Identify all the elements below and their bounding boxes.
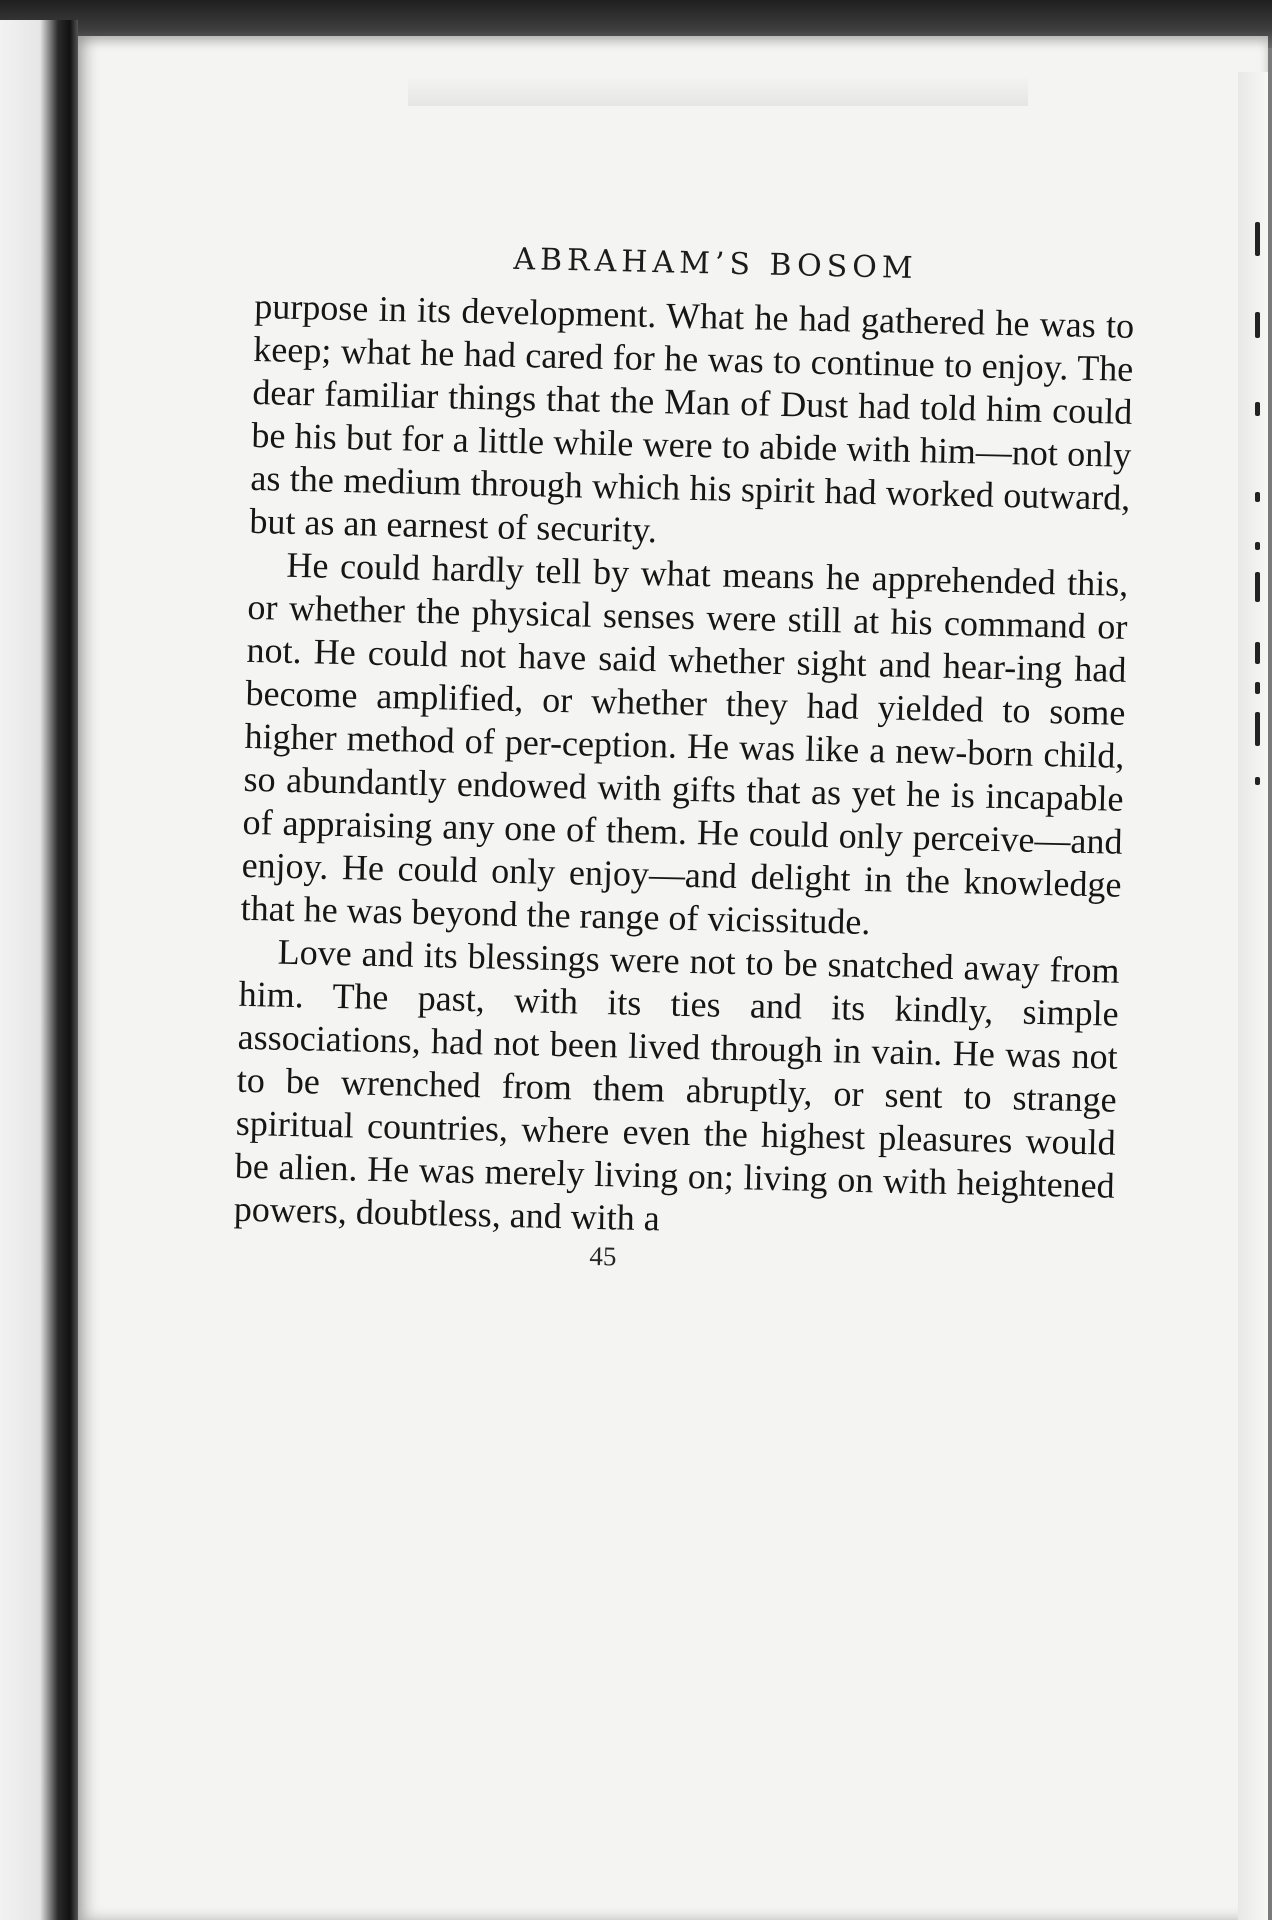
paragraph-3: Love and its blessings were not to be snatched away from him. The past, with its ties and its kindly, simple associations, had not been lived through in vain. He was not to be wrenched from them abruptly, or sent to strange spiritual countries, where even the highest pleasures would be alien. He was merely living on; living on with heightened powers, doubtless, and with a xyxy=(233,931,1121,1239)
page-right-margin xyxy=(1238,72,1268,1920)
margin-mark xyxy=(1255,492,1260,502)
show-through-bleed xyxy=(408,76,1028,106)
margin-mark xyxy=(1255,682,1260,694)
margin-mark xyxy=(1255,712,1260,746)
margin-mark xyxy=(1255,777,1260,785)
margin-mark xyxy=(1255,572,1260,602)
margin-mark xyxy=(1255,312,1260,338)
book-spine-edge xyxy=(0,20,78,1920)
margin-mark xyxy=(1255,222,1260,256)
paragraph-1: purpose in its development. What he had gathered he was to keep; what he had cared for he was to continue to enjoy. The dear familiar things that the Man of Dust had told him could be his but for a little while were to abide with him—not only as the medium through which his spirit had worked outward, but as an earnest of security. xyxy=(249,285,1135,551)
page-number: 45 xyxy=(589,1240,617,1272)
margin-mark xyxy=(1255,642,1260,664)
page-text-block xyxy=(233,236,1136,1284)
paragraph-2: He could hardly tell by what means he apprehended this, or whether the physical senses were still at his command or not. He could not have said whether sight and hear-ing had become amplified, or whether they had yielded to some higher method of per-ception. He was like a new-born child, so abundantly endowed with gifts that as yet he is incapable of appraising any one of them. He could only perceive—and enjoy. He could only enjoy—and delight in the knowledge that he was beyond the range of vicissitude. xyxy=(240,544,1129,943)
book-page xyxy=(78,36,1268,1920)
running-head: ABRAHAM’S BOSOM xyxy=(513,241,918,287)
margin-mark xyxy=(1255,542,1260,550)
margin-mark xyxy=(1255,402,1260,416)
